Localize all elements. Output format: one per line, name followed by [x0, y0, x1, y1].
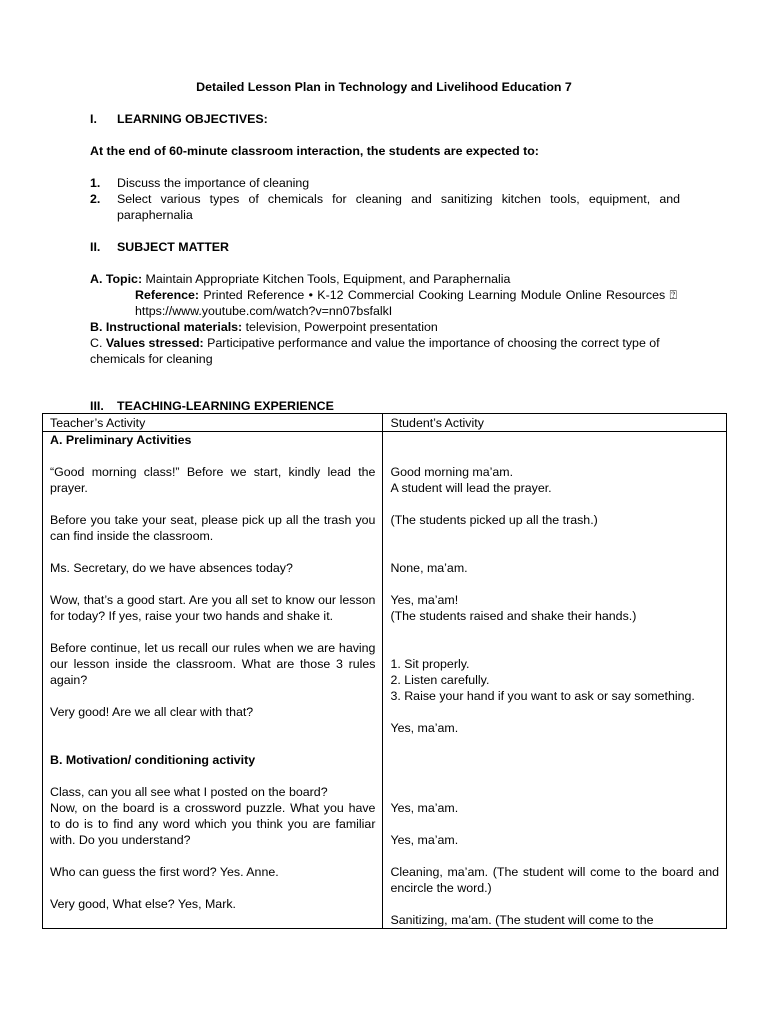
- teacher-column-header: Teacher’s Activity: [43, 414, 383, 432]
- teacher-line: Ms. Secretary, do we have absences today?: [50, 561, 293, 575]
- teacher-line: Wow, that’s a good start. Are you all set to know our lesson for today? If yes, raise your two hands and shake it.: [50, 593, 376, 623]
- teacher-line: Now, on the board is a crossword puzzle. What you have to do is to find any word which you think you are familiar with. Do you understand?: [50, 801, 376, 847]
- teacher-line: Before continue, let us recall our rules when we are having our lesson inside the classroom. What are those 3 rules again?: [50, 641, 376, 687]
- student-line: Cleaning, ma’am. (The student will come to the board and encircle the word.): [390, 865, 719, 895]
- activity-table: [42, 413, 727, 929]
- teacher-line: Very good, What else? Yes, Mark.: [50, 897, 236, 911]
- section-number: I.: [90, 112, 97, 126]
- section-subject-matter: [90, 239, 229, 255]
- section-heading: TEACHING-LEARNING EXPERIENCE: [117, 399, 334, 413]
- table-row: [43, 432, 727, 929]
- objectives-list: [90, 175, 680, 223]
- student-line: Yes, ma’am! (The students raised and shake their hands.): [390, 593, 637, 623]
- section-number: II.: [90, 240, 101, 254]
- values-line: C. Values stressed: Participative performance and value the importance of choosing the correct type of chemicals for cleaning: [90, 336, 660, 366]
- student-line: Yes, ma’am.: [390, 801, 459, 815]
- topic-line: A. Topic: Maintain Appropriate Kitchen Tools, Equipment, and Paraphernalia: [90, 272, 511, 286]
- materials-line: B. Instructional materials: television, Powerpoint presentation: [90, 320, 438, 334]
- section-heading: LEARNING OBJECTIVES:: [117, 112, 268, 126]
- student-line: Good morning ma’am. A student will lead the prayer.: [390, 465, 552, 495]
- list-item: 1. Discuss the importance of cleaning: [90, 176, 310, 190]
- student-line: 1. Sit properly. 2. Listen carefully. 3. Raise your hand if you want to ask or say something.: [390, 657, 695, 703]
- objectives-intro: At the end of 60-minute classroom interaction, the students are expected to:: [90, 144, 539, 158]
- student-line: Yes, ma’am.: [390, 833, 459, 847]
- student-line: Yes, ma’am.: [390, 721, 459, 735]
- teacher-line: Class, can you all see what I posted on the board?: [50, 785, 328, 799]
- section-learning-objectives: [90, 111, 268, 127]
- teacher-activity-cell: [43, 432, 383, 929]
- student-activity-cell: [383, 432, 727, 929]
- teacher-line: Very good! Are we all clear with that?: [50, 705, 254, 719]
- student-line: None, ma’am.: [390, 561, 468, 575]
- preliminary-activities-heading: A. Preliminary Activities: [50, 433, 192, 447]
- section-number: III.: [90, 399, 104, 413]
- document-title: Detailed Lesson Plan in Technology and Livelihood Education 7: [196, 80, 572, 94]
- student-line: (The students picked up all the trash.): [390, 513, 598, 527]
- table-header-row: [43, 414, 727, 432]
- student-line: Sanitizing, ma’am. (The student will come to the: [390, 913, 654, 927]
- student-column-header: Student’s Activity: [383, 414, 727, 432]
- section-heading: SUBJECT MATTER: [117, 240, 229, 254]
- list-item: 2. Select various types of chemicals for cleaning and sanitizing kitchen tools, equipment, and paraphernalia: [90, 192, 680, 222]
- motivation-heading: B. Motivation/ conditioning activity: [50, 753, 256, 767]
- teacher-line: Before you take your seat, please pick up all the trash you can find inside the classroom.: [50, 513, 376, 543]
- reference-line: Reference: Printed Reference • K-12 Commercial Cooking Learning Module Online Resources ⍰ https://www.youtube.com/watch?v=nn07bsfalkI: [135, 288, 677, 318]
- teacher-line: Who can guess the first word? Yes. Anne.: [50, 865, 279, 879]
- section-teaching-learning: [90, 398, 334, 414]
- teacher-line: “Good morning class!” Before we start, kindly lead the prayer.: [50, 465, 376, 495]
